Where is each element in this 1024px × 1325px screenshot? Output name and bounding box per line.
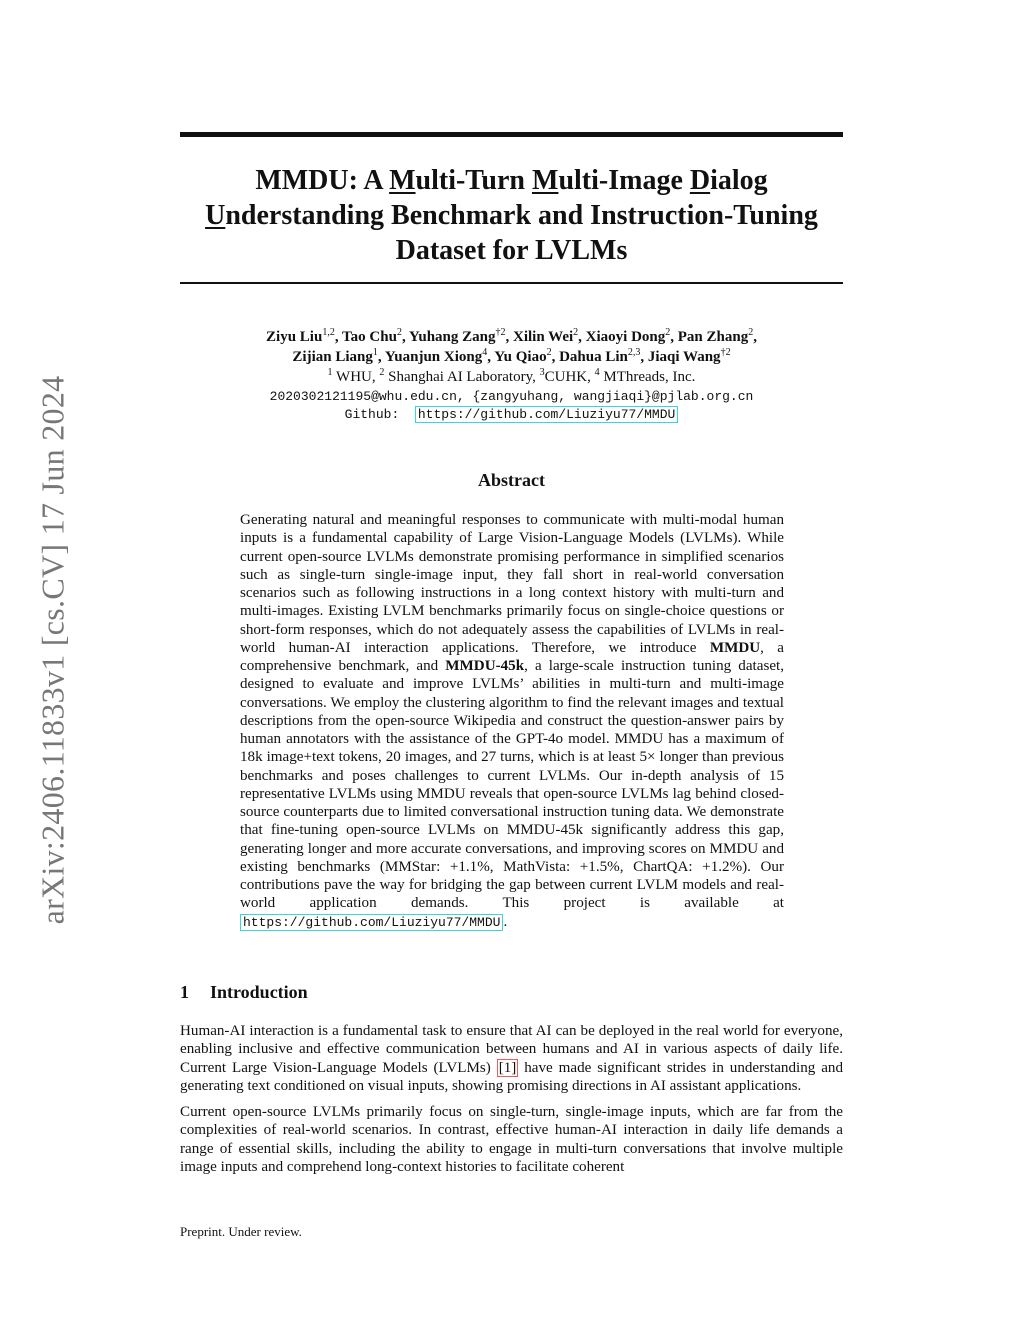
affiliations: $^1$ WHU, $^2$ Shanghai AI Laboratory, $^3$CUHK, $^4$ MThreads, Inc. bbox=[327, 367, 696, 385]
author: Dahua Lin$^{2,3}$ bbox=[559, 347, 641, 365]
author-emails: 2020302121195@whu.edu.cn, {zangyuhang, wangjiaqi}@pjlab.org.cn bbox=[269, 389, 754, 404]
introduction-body bbox=[180, 1022, 843, 1184]
intro-paragraph-2: Current open-source LVLMs primarily focus on single-turn, single-image inputs, which are far from the complexities of real-world scenarios. In contrast, effective human-AI interaction in daily life demands a range of essential skills, including the ability to engage in multi-turn conversations that involve multiple image inputs and comprehend long-context histories to facilitate coherent bbox=[180, 1104, 843, 1175]
paper-title: MMDU: A Multi-Turn Multi-Image Dialog Understanding Benchmark and Instruction-Tuning Dataset for LVLMs bbox=[205, 165, 818, 266]
author: Jiaqi Wang$^{\dagger 2}$ bbox=[647, 347, 731, 365]
author: Xilin Wei$^2$ bbox=[513, 327, 579, 345]
page-footer: Preprint. Under review. bbox=[180, 1224, 302, 1239]
citation-link[interactable]: [1] bbox=[498, 1059, 517, 1076]
author: Yuhang Zang$^{\dagger 2}$ bbox=[408, 327, 506, 345]
abstract-text: Generating natural and meaningful responses to communicate with multi-modal human inputs is a fundamental capability of Large Vision-Language Models (LVLMs). While current open-source LVLMs demonstrate promising performance in simplified scenarios such as single-turn single-image input, they fall short in real-world conversation scenarios such as following instructions in a long context history with multi-turn and multi-images. Existing LVLM benchmarks primarily focus on single-choice questions or short-form responses, which do not adequately assess the capabilities of LVLMs in real-world human-AI interaction applications. Therefore, we introduce MMDU, a comprehensive benchmark, and MMDU-45k, a large-scale instruction tuning dataset, designed to evaluate and improve LVLMs’ abilities in multi-turn and multi-image conversations. We employ the clustering algorithm to find the relevant images and textual descriptions from the open-source Wikipedia and construct the question-answer pairs by human annotators with the assistance of the GPT-4o model. MMDU has a maximum of 18k image+text tokens, 20 images, and 27 turns, which is at least 5× longer than previous benchmarks and poses challenges to current LVLMs. Our in-depth analysis of 15 representative LVLMs using MMDU reveals that open-source LVLMs lag behind closed-source counterparts due to limited conversational instruction tuning data. We demonstrate that fine-tuning open-source LVLMs on MMDU-45k significantly address this gap, generating longer and more accurate conversations, and improving scores on MMDU and existing benchmarks (MMStar: +1.1%, MathVista: +1.5%, ChartQA: +1.2%). Our contributions pave the way for bridging the gap between current LVLM models and real-world application demands. This project is available at https://github.com/Liuziyu77/MMDU . bbox=[240, 512, 785, 930]
author: Pan Zhang$^2$ bbox=[677, 327, 754, 345]
author: Yuanjun Xiong$^4$ bbox=[384, 347, 488, 365]
section-title: Introduction bbox=[210, 982, 308, 1002]
intro-paragraph-1: Human-AI interaction is a fundamental task to ensure that AI can be deployed in the real world for everyone, enabling inclusive and effective communication between humans and AI in various aspects of daily life. Current Large Vision-Language Models (LVLMs) [1] have made significant strides in understanding and generating text conditioned on visual inputs, showing promising directions in AI assistant applications. bbox=[180, 1023, 843, 1094]
github-line bbox=[180, 405, 843, 425]
author: Ziyu Liu$^{1,2}$ bbox=[266, 327, 335, 345]
abstract-project-link[interactable]: https://github.com/Liuziyu77/MMDU bbox=[240, 914, 503, 931]
title-top-rule bbox=[180, 132, 843, 137]
title-bottom-rule bbox=[180, 282, 843, 284]
author-list: Ziyu Liu$^{1,2}$, Tao Chu$^2$, Yuhang Zang$^{\dagger 2}$, Xilin Wei$^2$, Xiaoyi Dong$^2$, Pan Zhang$^2$, Zijian Liang$^1$, Yuanjun Xiong$^4$, Yu Qiao$^2$, Dahua Lin$^{2,3}$, Jiaqi Wang$^{\dagger 2}$ bbox=[266, 327, 757, 365]
author: Zijian Liang$^1$ bbox=[292, 347, 378, 365]
section-heading-introduction bbox=[180, 982, 308, 1003]
github-link[interactable]: https://github.com/Liuziyu77/MMDU bbox=[415, 406, 678, 423]
author: Tao Chu$^2$ bbox=[342, 327, 402, 345]
arxiv-sidebar-stamp: arXiv:2406.11833v1 [cs.CV] 17 Jun 2024 bbox=[34, 375, 71, 925]
author: Yu Qiao$^2$ bbox=[494, 347, 552, 365]
section-number: 1 bbox=[180, 982, 189, 1002]
author: Xiaoyi Dong$^2$ bbox=[585, 327, 671, 345]
abstract-heading: Abstract bbox=[478, 470, 545, 490]
github-label: Github: bbox=[344, 407, 400, 422]
